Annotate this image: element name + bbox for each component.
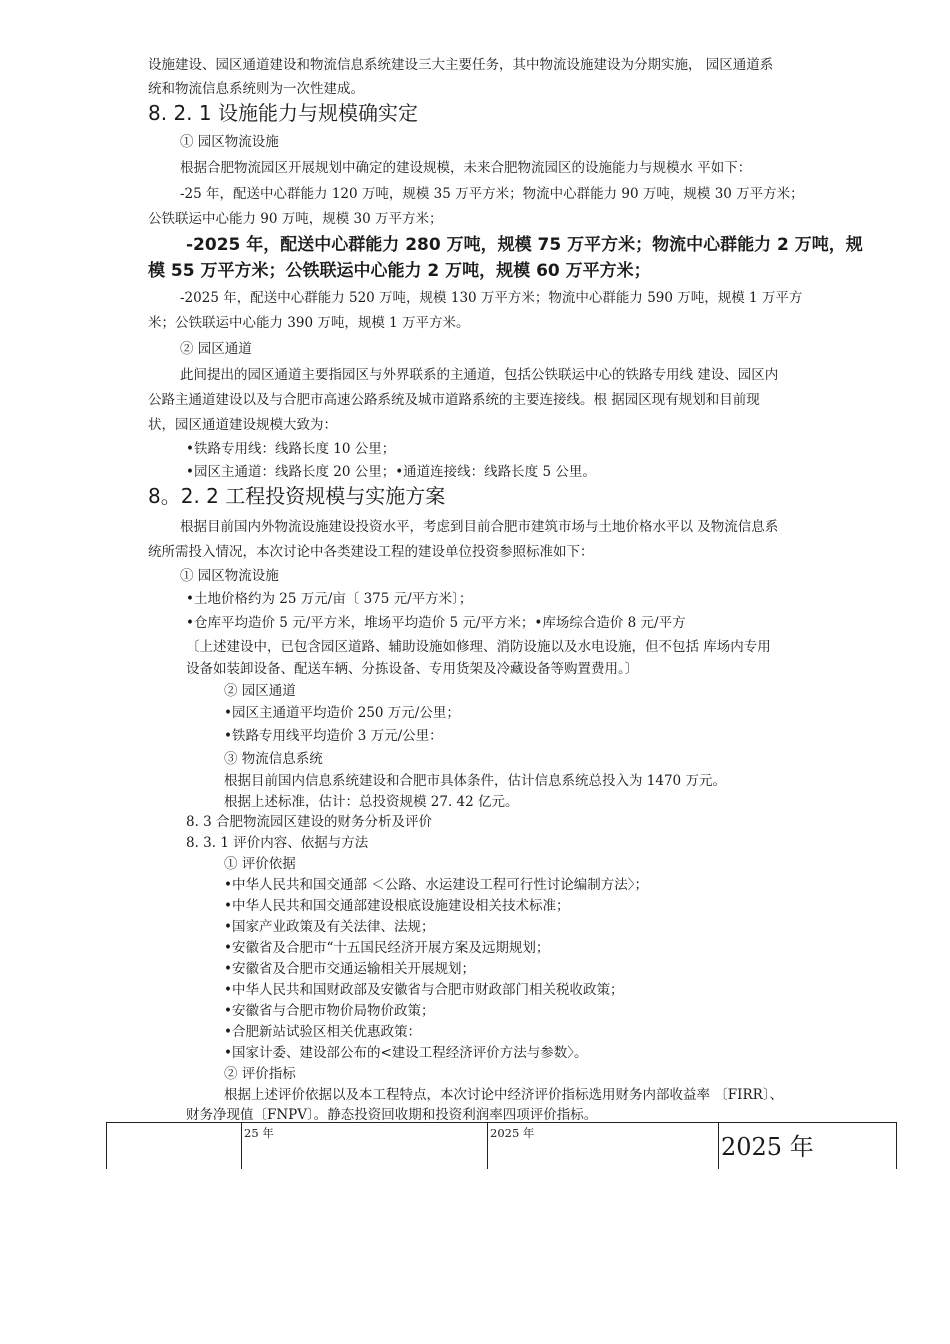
note-line: 〔上述建设中，已包含园区道路、辅助设施如修理、消防设施以及水电设施，但不包括 库场内专用 <box>186 639 771 655</box>
emphasis-line: 模 55 万平方米；公铁联运中心能力 2 万吨，规模 60 万平方米； <box>148 261 651 281</box>
paragraph-line: -25 年，配送中心群能力 120 万吨，规模 35 万平方米；物流中心群能力 90 万吨，规模 30 万平方米； <box>180 186 804 202</box>
reference-item: •安徽省与合肥市物价局物价政策； <box>224 1003 435 1019</box>
paragraph-line: 根据上述标准，估计：总投资规模 27. 42 亿元。 <box>224 794 519 810</box>
subsection-label: ① 园区物流设施 <box>180 134 279 150</box>
note-line: 设备如装卸设备、配送车辆、分拣设备、专用货架及冷藏设备等购置费用。〕 <box>186 661 639 677</box>
emphasis-line: -2025 年，配送中心群能力 280 万吨，规模 75 万平方米；物流中心群能力 2 万吨，规 <box>186 235 863 255</box>
table-row <box>107 1123 897 1170</box>
paragraph-line: 统所需投入情况，本次讨论中各类建设工程的建设单位投资参照标准如下： <box>148 544 594 560</box>
section-heading-8-3: 8. 3 合肥物流园区建设的财务分析及评价 <box>186 814 433 830</box>
bullet-item: •园区主通道平均造价 250 万元/公里； <box>224 705 460 721</box>
bullet-item: •仓库平均造价 5 元/平方米，堆场平均造价 5 元/平方米；•库场综合造价 8 元/平方 <box>186 615 686 631</box>
paragraph-line: 公铁联运中心能力 90 万吨，规模 30 万平方米； <box>148 211 443 227</box>
paragraph-line: 根据合肥物流园区开展规划中确定的建设规模，未来合肥物流园区的设施能力与规模水 平如下： <box>180 160 752 176</box>
subsection-label: ② 园区通道 <box>224 683 296 699</box>
reference-item: •安徽省及合肥市“十五国民经济开展方案及远期规划； <box>224 940 550 956</box>
bullet-item: •园区主通道：线路长度 20 公里；•通道连接线：线路长度 5 公里。 <box>186 464 596 480</box>
reference-item: •中华人民共和国财政部及安徽省与合肥市财政部门相关税收政策； <box>224 982 624 998</box>
table-cell: 2025 年 <box>488 1123 719 1170</box>
section-heading-8-2-2: 8。2. 2 工程投资规模与实施方案 <box>148 484 446 508</box>
paragraph-line: 公路主通道建设以及与合肥市高速公路系统及城市道路系统的主要连接线。根 据园区现有规划和目前现 <box>148 392 760 408</box>
paragraph-line: 米；公铁联运中心能力 390 万吨，规模 1 万平方米。 <box>148 315 470 331</box>
bullet-item: •土地价格约为 25 万元/亩〔 375 元/平方米〕； <box>186 591 473 607</box>
subsection-label: ① 评价依据 <box>224 856 296 872</box>
paragraph-line: 此间提出的园区通道主要指园区与外界联系的主通道，包括公铁联运中心的铁路专用线 建设、园区内 <box>180 367 779 383</box>
paragraph-line: 根据目前国内信息系统建设和合肥市具体条件，估计信息系统总投入为 1470 万元。 <box>224 773 726 789</box>
section-heading-8-3-1: 8. 3. 1 评价内容、依据与方法 <box>186 835 369 851</box>
section-heading-8-2-1: 8. 2. 1 设施能力与规模确实定 <box>148 101 418 125</box>
subsection-label: ③ 物流信息系统 <box>224 751 323 767</box>
paragraph-line: 财务净现值〔FNPV〕。静态投资回收期和投资利润率四项评价指标。 <box>186 1107 598 1123</box>
paragraph-line: 根据目前国内外物流设施建设投资水平，考虑到目前合肥市建筑市场与土地价格水平以 及物流信息系 <box>180 519 779 535</box>
bullet-item: •铁路专用线：线路长度 10 公里； <box>186 441 396 457</box>
subsection-label: ① 园区物流设施 <box>180 568 279 584</box>
paragraph-line: 状，园区通道建设规模大致为： <box>148 417 337 433</box>
reference-item: •国家计委、建设部公布的<建设工程经济评价方法与参数〉。 <box>224 1045 588 1061</box>
subsection-label: ② 园区通道 <box>180 341 252 357</box>
table-cell <box>107 1123 242 1170</box>
bullet-item: •铁路专用线平均造价 3 万元/公里： <box>224 728 443 744</box>
reference-item: •中华人民共和国交通部 ＜公路、水运建设工程可行性讨论编制方法〉； <box>224 877 649 893</box>
paragraph-line: 统和物流信息系统则为一次性建成。 <box>148 81 364 97</box>
table-cell: 25 年 <box>242 1123 488 1170</box>
reference-item: •中华人民共和国交通部建设根底设施建设相关技术标准； <box>224 898 570 914</box>
paragraph-line: -2025 年，配送中心群能力 520 万吨，规模 130 万平方米；物流中心群能力 590 万吨，规模 1 万平方 <box>180 290 803 306</box>
reference-item: •国家产业政策及有关法律、法规； <box>224 919 435 935</box>
data-table <box>106 1122 897 1169</box>
reference-item: •合肥新站试验区相关优惠政策： <box>224 1024 421 1040</box>
reference-item: •安徽省及合肥市交通运输相关开展规划； <box>224 961 475 977</box>
paragraph-line: 设施建设、园区通道建设和物流信息系统建设三大主要任务，其中物流设施建设为分期实施， 园区通道系 <box>148 57 774 73</box>
subsection-label: ② 评价指标 <box>224 1066 296 1082</box>
paragraph-line: 根据上述评价依据以及本工程特点，本次讨论中经济评价指标选用财务内部收益率 〔FIRR〕、 <box>224 1087 784 1103</box>
table-cell: 2025 年 <box>719 1123 897 1170</box>
